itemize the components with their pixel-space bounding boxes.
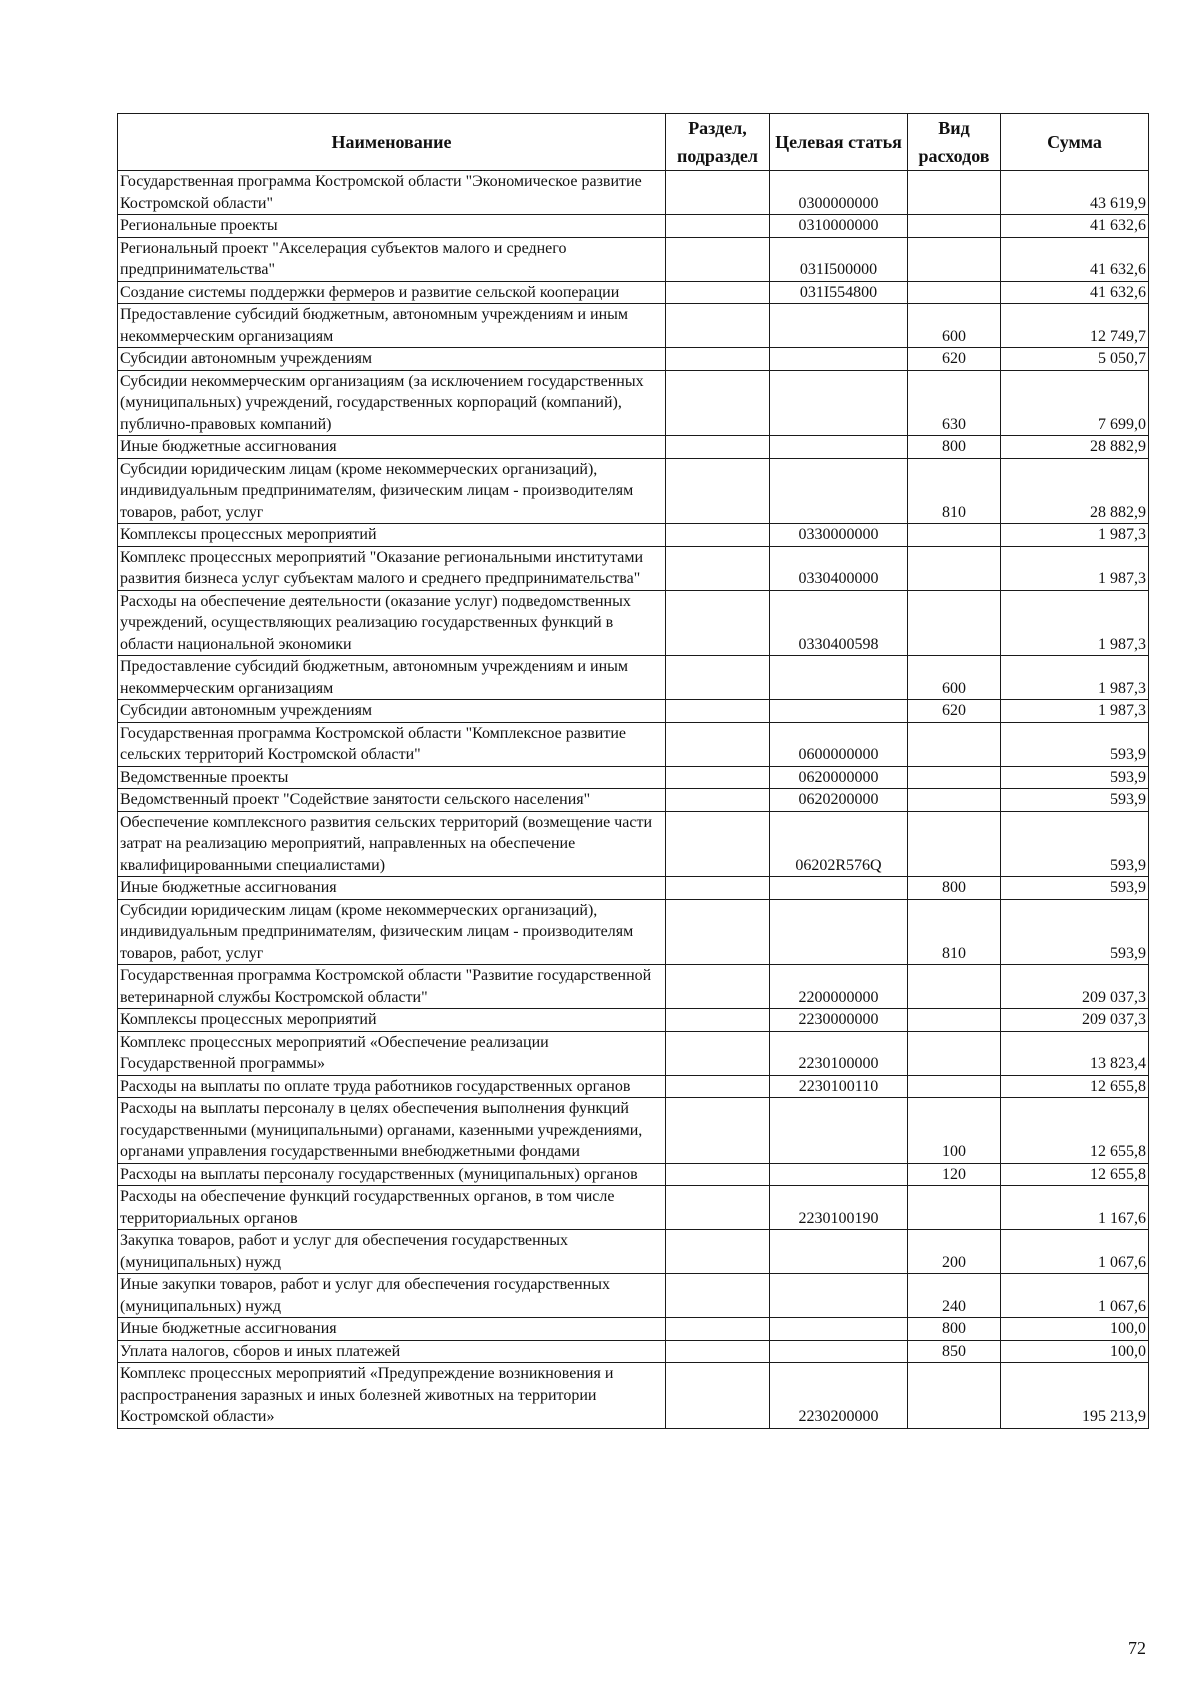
table-row (118, 700, 1149, 723)
cell-article: 0300000000 (770, 171, 908, 215)
cell-sum: 593,9 (1001, 766, 1149, 789)
cell-sum: 593,9 (1001, 722, 1149, 766)
cell-article (770, 436, 908, 459)
cell-section (666, 1186, 770, 1230)
cell-name: Иные бюджетные ассигнования (118, 877, 666, 900)
table-row (118, 590, 1149, 656)
cell-section (666, 1230, 770, 1274)
page-number: 72 (1128, 1638, 1146, 1658)
cell-article (770, 700, 908, 723)
cell-sum: 1 987,3 (1001, 524, 1149, 547)
cell-kind (908, 590, 1001, 656)
cell-kind: 240 (908, 1274, 1001, 1318)
cell-sum: 593,9 (1001, 877, 1149, 900)
table-row (118, 811, 1149, 877)
cell-sum: 1 067,6 (1001, 1230, 1149, 1274)
cell-article: 0330400598 (770, 590, 908, 656)
cell-article: 0620200000 (770, 789, 908, 812)
table-row (118, 458, 1149, 524)
cell-article: 2200000000 (770, 965, 908, 1009)
table-row (118, 722, 1149, 766)
cell-name: Комплекс процессных мероприятий «Предупреждение возникновения и распространения заразных и иных болезней животных на территории Костромской области» (118, 1363, 666, 1429)
cell-name: Расходы на обеспечение функций государственных органов, в том числе территориальных органов (118, 1186, 666, 1230)
cell-sum: 1 067,6 (1001, 1274, 1149, 1318)
cell-kind: 120 (908, 1163, 1001, 1186)
cell-kind: 600 (908, 656, 1001, 700)
table-row (118, 1098, 1149, 1164)
cell-name: Расходы на выплаты персоналу государственных (муниципальных) органов (118, 1163, 666, 1186)
cell-section (666, 348, 770, 371)
cell-name: Предоставление субсидий бюджетным, автономным учреждениям и иным некоммерческим организациям (118, 304, 666, 348)
cell-name: Субсидии юридическим лицам (кроме некоммерческих организаций), индивидуальным предпринимателям, физическим лицам - производителям товаров, работ, услуг (118, 899, 666, 965)
cell-name: Ведомственные проекты (118, 766, 666, 789)
cell-section (666, 722, 770, 766)
cell-section (666, 1163, 770, 1186)
cell-kind: 620 (908, 348, 1001, 371)
cell-sum: 43 619,9 (1001, 171, 1149, 215)
cell-kind (908, 789, 1001, 812)
cell-name: Комплексы процессных мероприятий (118, 524, 666, 547)
cell-article: 0600000000 (770, 722, 908, 766)
cell-sum: 1 167,6 (1001, 1186, 1149, 1230)
table-row (118, 1075, 1149, 1098)
table-row (118, 1340, 1149, 1363)
cell-name: Региональный проект "Акселерация субъектов малого и среднего предпринимательства" (118, 237, 666, 281)
cell-kind (908, 281, 1001, 304)
table-row (118, 436, 1149, 459)
cell-name: Государственная программа Костромской области "Развитие государственной ветеринарной службы Костромской области" (118, 965, 666, 1009)
cell-section (666, 237, 770, 281)
table-row (118, 965, 1149, 1009)
cell-article: 031I554800 (770, 281, 908, 304)
cell-kind: 600 (908, 304, 1001, 348)
cell-section (666, 546, 770, 590)
cell-section (666, 1009, 770, 1032)
cell-name: Закупка товаров, работ и услуг для обеспечения государственных (муниципальных) нужд (118, 1230, 666, 1274)
cell-section (666, 1340, 770, 1363)
table-row (118, 171, 1149, 215)
cell-sum: 1 987,3 (1001, 546, 1149, 590)
cell-name: Расходы на выплаты персоналу в целях обеспечения выполнения функций государственными (муниципальными) органами, казенными учреждениями, органами управления государственными внебюджетными фондами (118, 1098, 666, 1164)
cell-name: Уплата налогов, сборов и иных платежей (118, 1340, 666, 1363)
cell-article (770, 348, 908, 371)
cell-name: Иные бюджетные ассигнования (118, 1318, 666, 1341)
cell-article: 0330000000 (770, 524, 908, 547)
cell-sum: 1 987,3 (1001, 656, 1149, 700)
cell-section (666, 524, 770, 547)
table-row (118, 766, 1149, 789)
cell-article (770, 304, 908, 348)
cell-name: Субсидии юридическим лицам (кроме некоммерческих организаций), индивидуальным предпринимателям, физическим лицам - производителям товаров, работ, услуг (118, 458, 666, 524)
cell-name: Комплекс процессных мероприятий «Обеспечение реализации Государственной программы» (118, 1031, 666, 1075)
cell-article (770, 877, 908, 900)
cell-section (666, 789, 770, 812)
cell-section (666, 1098, 770, 1164)
cell-sum: 13 823,4 (1001, 1031, 1149, 1075)
cell-section (666, 458, 770, 524)
cell-sum: 5 050,7 (1001, 348, 1149, 371)
cell-name: Обеспечение комплексного развития сельских территорий (возмещение части затрат на реализацию мероприятий, направленных на обеспечение квалифицированными специалистами) (118, 811, 666, 877)
cell-article: 0620000000 (770, 766, 908, 789)
cell-section (666, 1031, 770, 1075)
cell-kind: 800 (908, 1318, 1001, 1341)
cell-sum: 209 037,3 (1001, 965, 1149, 1009)
cell-kind (908, 811, 1001, 877)
cell-kind (908, 171, 1001, 215)
table-row (118, 281, 1149, 304)
cell-section (666, 766, 770, 789)
cell-sum: 195 213,9 (1001, 1363, 1149, 1429)
table-row (118, 789, 1149, 812)
header-section: Раздел, подраздел (666, 114, 770, 171)
cell-sum: 593,9 (1001, 899, 1149, 965)
cell-kind: 100 (908, 1098, 1001, 1164)
cell-name: Предоставление субсидий бюджетным, автономным учреждениям и иным некоммерческим организациям (118, 656, 666, 700)
cell-article: 2230100190 (770, 1186, 908, 1230)
cell-name: Комплекс процессных мероприятий "Оказание региональными институтами развития бизнеса услуг субъектам малого и среднего предпринимательства" (118, 546, 666, 590)
cell-kind: 850 (908, 1340, 1001, 1363)
cell-article: 0330400000 (770, 546, 908, 590)
cell-kind: 810 (908, 899, 1001, 965)
cell-section (666, 436, 770, 459)
cell-kind: 620 (908, 700, 1001, 723)
cell-sum: 41 632,6 (1001, 215, 1149, 238)
cell-article (770, 1163, 908, 1186)
cell-article (770, 656, 908, 700)
cell-kind (908, 1363, 1001, 1429)
table-body (118, 171, 1149, 1429)
cell-name: Субсидии некоммерческим организациям (за исключением государственных (муниципальных) учреждений, государственных корпораций (компаний), публично-правовых компаний) (118, 370, 666, 436)
cell-sum: 1 987,3 (1001, 700, 1149, 723)
cell-sum: 100,0 (1001, 1318, 1149, 1341)
cell-article (770, 1318, 908, 1341)
cell-section (666, 215, 770, 238)
cell-sum: 12 655,8 (1001, 1163, 1149, 1186)
cell-sum: 7 699,0 (1001, 370, 1149, 436)
cell-name: Иные бюджетные ассигнования (118, 436, 666, 459)
cell-kind (908, 1031, 1001, 1075)
cell-section (666, 281, 770, 304)
cell-article: 06202R576Q (770, 811, 908, 877)
table-row (118, 348, 1149, 371)
table-row (118, 1274, 1149, 1318)
cell-section (666, 899, 770, 965)
table-row (118, 370, 1149, 436)
cell-section (666, 965, 770, 1009)
cell-article: 2230100110 (770, 1075, 908, 1098)
cell-article (770, 899, 908, 965)
cell-article: 2230000000 (770, 1009, 908, 1032)
table-row (118, 1363, 1149, 1429)
table-row (118, 1163, 1149, 1186)
cell-sum: 1 987,3 (1001, 590, 1149, 656)
cell-kind: 800 (908, 436, 1001, 459)
table-row (118, 524, 1149, 547)
cell-article (770, 1098, 908, 1164)
cell-name: Субсидии автономным учреждениям (118, 348, 666, 371)
cell-sum: 28 882,9 (1001, 458, 1149, 524)
cell-name: Расходы на обеспечение деятельности (оказание услуг) подведомственных учреждений, осуществляющих реализацию государственных функций в области национальной экономики (118, 590, 666, 656)
cell-sum: 41 632,6 (1001, 237, 1149, 281)
table-header-row (118, 114, 1149, 171)
cell-sum: 12 655,8 (1001, 1098, 1149, 1164)
header-name: Наименование (118, 114, 666, 171)
cell-section (666, 370, 770, 436)
cell-sum: 593,9 (1001, 789, 1149, 812)
cell-section (666, 656, 770, 700)
cell-kind (908, 524, 1001, 547)
cell-name: Государственная программа Костромской области "Комплексное развитие сельских территорий Костромской области" (118, 722, 666, 766)
cell-sum: 28 882,9 (1001, 436, 1149, 459)
table-row (118, 1009, 1149, 1032)
cell-sum: 12 749,7 (1001, 304, 1149, 348)
table-row (118, 1230, 1149, 1274)
cell-article: 2230200000 (770, 1363, 908, 1429)
cell-kind: 800 (908, 877, 1001, 900)
cell-section (666, 811, 770, 877)
cell-section (666, 700, 770, 723)
cell-kind (908, 215, 1001, 238)
header-kind: Вид расходов (908, 114, 1001, 171)
cell-article (770, 458, 908, 524)
cell-kind (908, 546, 1001, 590)
cell-kind: 810 (908, 458, 1001, 524)
cell-article (770, 1340, 908, 1363)
header-article: Целевая статья (770, 114, 908, 171)
cell-name: Ведомственный проект "Содействие занятости сельского населения" (118, 789, 666, 812)
cell-section (666, 304, 770, 348)
table-row (118, 656, 1149, 700)
cell-section (666, 877, 770, 900)
cell-kind (908, 237, 1001, 281)
table-row (118, 899, 1149, 965)
cell-sum: 100,0 (1001, 1340, 1149, 1363)
table-row (118, 546, 1149, 590)
cell-name: Иные закупки товаров, работ и услуг для обеспечения государственных (муниципальных) нужд (118, 1274, 666, 1318)
cell-name: Создание системы поддержки фермеров и развитие сельской кооперации (118, 281, 666, 304)
table-row (118, 877, 1149, 900)
table-row (118, 237, 1149, 281)
cell-article (770, 370, 908, 436)
cell-article: 031I500000 (770, 237, 908, 281)
cell-article (770, 1230, 908, 1274)
cell-sum: 209 037,3 (1001, 1009, 1149, 1032)
cell-sum: 12 655,8 (1001, 1075, 1149, 1098)
cell-section (666, 590, 770, 656)
cell-name: Комплексы процессных мероприятий (118, 1009, 666, 1032)
cell-name: Субсидии автономным учреждениям (118, 700, 666, 723)
table-row (118, 1186, 1149, 1230)
cell-sum: 41 632,6 (1001, 281, 1149, 304)
cell-name: Региональные проекты (118, 215, 666, 238)
cell-kind (908, 965, 1001, 1009)
cell-article (770, 1274, 908, 1318)
cell-kind (908, 1075, 1001, 1098)
cell-article: 2230100000 (770, 1031, 908, 1075)
cell-name: Расходы на выплаты по оплате труда работников государственных органов (118, 1075, 666, 1098)
cell-section (666, 1274, 770, 1318)
cell-kind: 630 (908, 370, 1001, 436)
cell-name: Государственная программа Костромской области "Экономическое развитие Костромской области" (118, 171, 666, 215)
cell-article: 0310000000 (770, 215, 908, 238)
cell-section (666, 1075, 770, 1098)
table-row (118, 304, 1149, 348)
cell-section (666, 171, 770, 215)
table-row (118, 1318, 1149, 1341)
header-sum: Сумма (1001, 114, 1149, 171)
cell-sum: 593,9 (1001, 811, 1149, 877)
table-row (118, 215, 1149, 238)
cell-section (666, 1363, 770, 1429)
cell-kind (908, 1186, 1001, 1230)
cell-kind: 200 (908, 1230, 1001, 1274)
cell-kind (908, 722, 1001, 766)
table-row (118, 1031, 1149, 1075)
cell-kind (908, 766, 1001, 789)
budget-table (117, 113, 1149, 1429)
cell-kind (908, 1009, 1001, 1032)
cell-section (666, 1318, 770, 1341)
